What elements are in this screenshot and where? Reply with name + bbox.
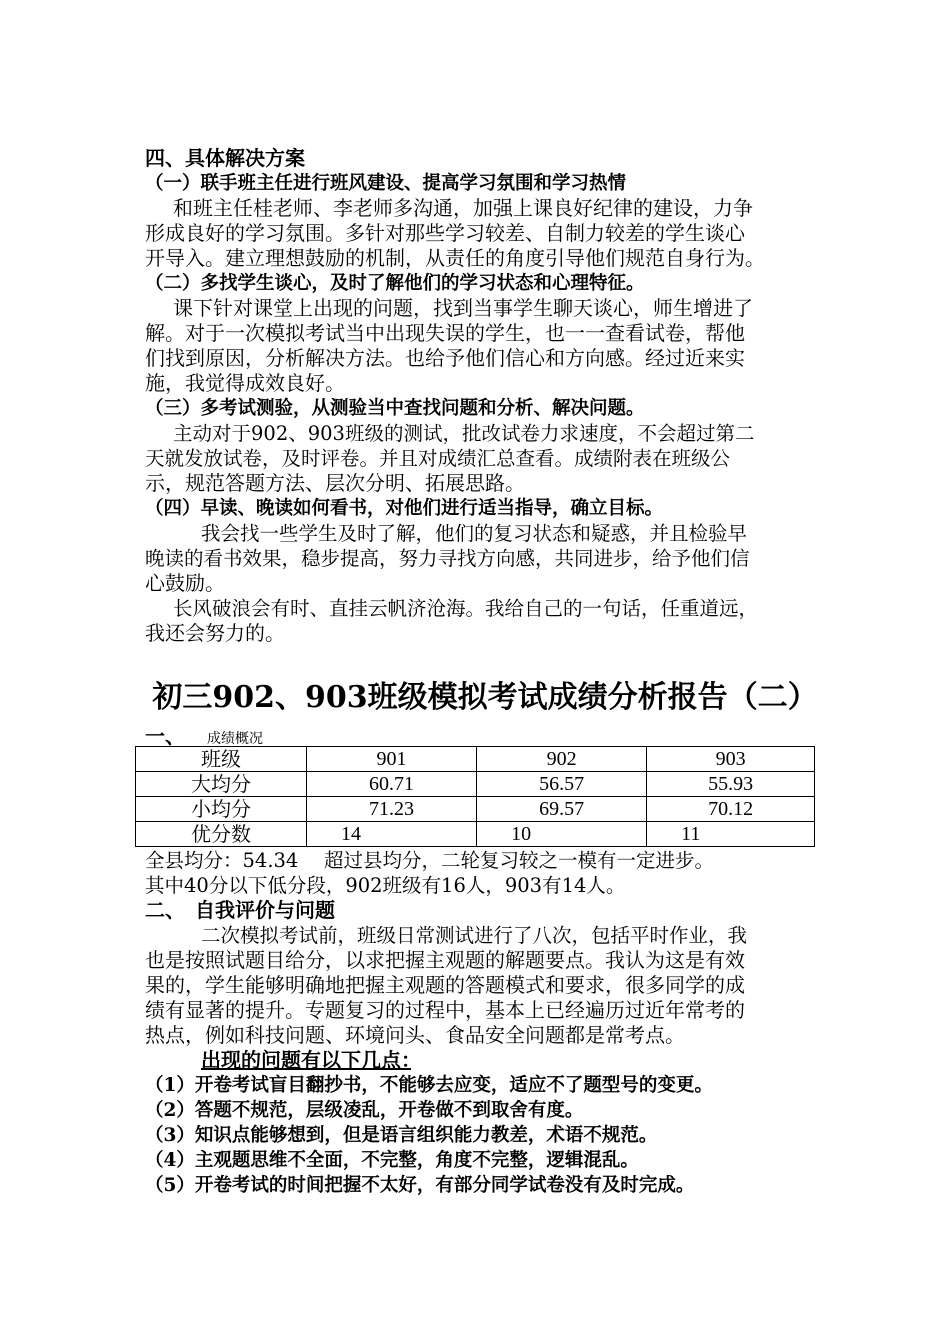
table-cell: 69.57 [477, 797, 647, 822]
problem-item: （5）开卷考试的时间把握不太好，有部分同学试卷没有及时完成。 [145, 1175, 695, 1196]
subsection-4-line: 我会找一些学生及时了解，他们的复习状态和疑惑，并且检验早 [201, 522, 748, 545]
subsection-1-line: 和班主任桂老师、李老师多沟通，加强上课良好纪律的建设，力争 [173, 196, 753, 220]
section-four-heading: 四、具体解决方案 [145, 146, 305, 170]
subsection-4-line: 心鼓励。 [145, 571, 225, 595]
subsection-3-title: （三）多考试测验，从测验当中查找问题和分析、解决问题。 [145, 398, 645, 419]
table-cell: 大均分 [136, 772, 307, 797]
table-cell: 55.93 [647, 772, 815, 797]
section-two-line: 热点，例如科技问题、环境问头、食品安全问题都是常考点。 [145, 1023, 685, 1047]
section-two-line: 绩有显著的提升。专题复习的过程中，基本上已经遍历过近年常考的 [145, 998, 745, 1022]
section-one-number: 一、 [145, 724, 185, 748]
subsection-1-line: 开导入。建立理想鼓励的机制，从责任的角度引导他们规范自身行为。 [145, 246, 765, 270]
closing-line: 长风破浪会有时、直挂云帆济沧海。我给自己的一句话，任重道远， [173, 597, 759, 620]
subsection-1-title: （一）联手班主任进行班风建设、提高学习氛围和学习热情 [145, 173, 627, 194]
table-cell: 优分数 [136, 822, 307, 847]
subsection-3-line: 天就发放试卷，及时评卷。并且对成绩汇总查看。成绩附表在班级公 [145, 447, 731, 470]
table-cell: 14 [307, 822, 477, 847]
section-two-heading: 二、 自我评价与问题 [145, 898, 335, 922]
problem-item: （1）开卷考试盲目翻抄书，不能够去应变，适应不了题型号的变更。 [145, 1075, 713, 1096]
table-cell: 60.71 [307, 772, 477, 797]
problem-item: （2）答题不规范，层级凌乱，开卷做不到取舍有度。 [145, 1100, 584, 1121]
subsection-1-line: 形成良好的学习氛围。多针对那些学习较差、自制力较差的学生谈心 [145, 221, 745, 245]
problem-item: （3）知识点能够想到，但是语言组织能力教差，术语不规范。 [145, 1125, 658, 1146]
subsection-2-line: 施，我觉得成效良好。 [145, 371, 345, 395]
table-cell: 56.57 [477, 772, 647, 797]
subsection-3-line: 示，规范答题方法、层次分明、拓展思路。 [145, 471, 525, 495]
problem-item: （4）主观题思维不全面，不完整，角度不完整，逻辑混乱。 [145, 1150, 639, 1171]
subsection-4-line: 晚读的看书效果，稳步提高，努力寻找方向感，共同进步，给予他们信 [145, 547, 750, 570]
section-two-line: 二次模拟考试前，班级日常测试进行了八次，包括平时作业，我 [201, 924, 748, 947]
report-body [145, 848, 825, 1198]
section-one-label: 成绩概况 [207, 731, 263, 747]
report-title: 初三902、903班级模拟考试成绩分析报告（二） [152, 680, 818, 715]
subsection-2-title: （二）多找学生谈心，及时了解他们的学习状态和心理特征。 [145, 273, 645, 294]
table-header-row [136, 747, 815, 772]
table-header-cell: 班级 [136, 747, 307, 772]
problems-heading: 出现的问题有以下几点： [201, 1048, 411, 1072]
table-cell: 10 [477, 822, 647, 847]
problems-heading-wrap [145, 1048, 825, 1073]
subsection-2-line: 解。对于一次模拟考试当中出现失误的学生，也一一查看试卷，帮他 [145, 321, 745, 345]
table-cell: 11 [647, 822, 815, 847]
table-cell: 小均分 [136, 797, 307, 822]
section-two-line: 也是按照试题目给分，以求把握主观题的解题要点。我认为这是有效 [145, 948, 745, 972]
section-four [145, 146, 825, 646]
subsection-2-line: 课下针对课堂上出现的问题，找到当事学生聊天谈心，师生增进了 [173, 296, 753, 320]
closing-line: 我还会努力的。 [145, 621, 285, 645]
section-two-line: 果的，学生能够明确地把握主观题的答题模式和要求，很多同学的成 [145, 973, 745, 997]
table-header-cell: 902 [477, 747, 647, 772]
table-cell: 71.23 [307, 797, 477, 822]
summary-line: 其中40分以下低分段，902班级有16人，903有14人。 [145, 874, 626, 897]
table-row [136, 822, 815, 847]
table-header-cell: 903 [647, 747, 815, 772]
table-row [136, 772, 815, 797]
summary-line: 全县均分：54.34 超过县均分，二轮复习较之一模有一定进步。 [145, 849, 715, 872]
score-table [135, 746, 815, 847]
table-header-cell: 901 [307, 747, 477, 772]
subsection-4-title: （四）早读、晚读如何看书，对他们进行适当指导，确立目标。 [145, 498, 664, 519]
table-cell: 70.12 [647, 797, 815, 822]
table-row [136, 797, 815, 822]
subsection-3-line: 主动对于902、903班级的测试，批改试卷力求速度，不会超过第二 [173, 422, 755, 445]
subsection-2-line: 们找到原因，分析解决方法。也给予他们信心和方向感。经过近来实 [145, 346, 745, 370]
